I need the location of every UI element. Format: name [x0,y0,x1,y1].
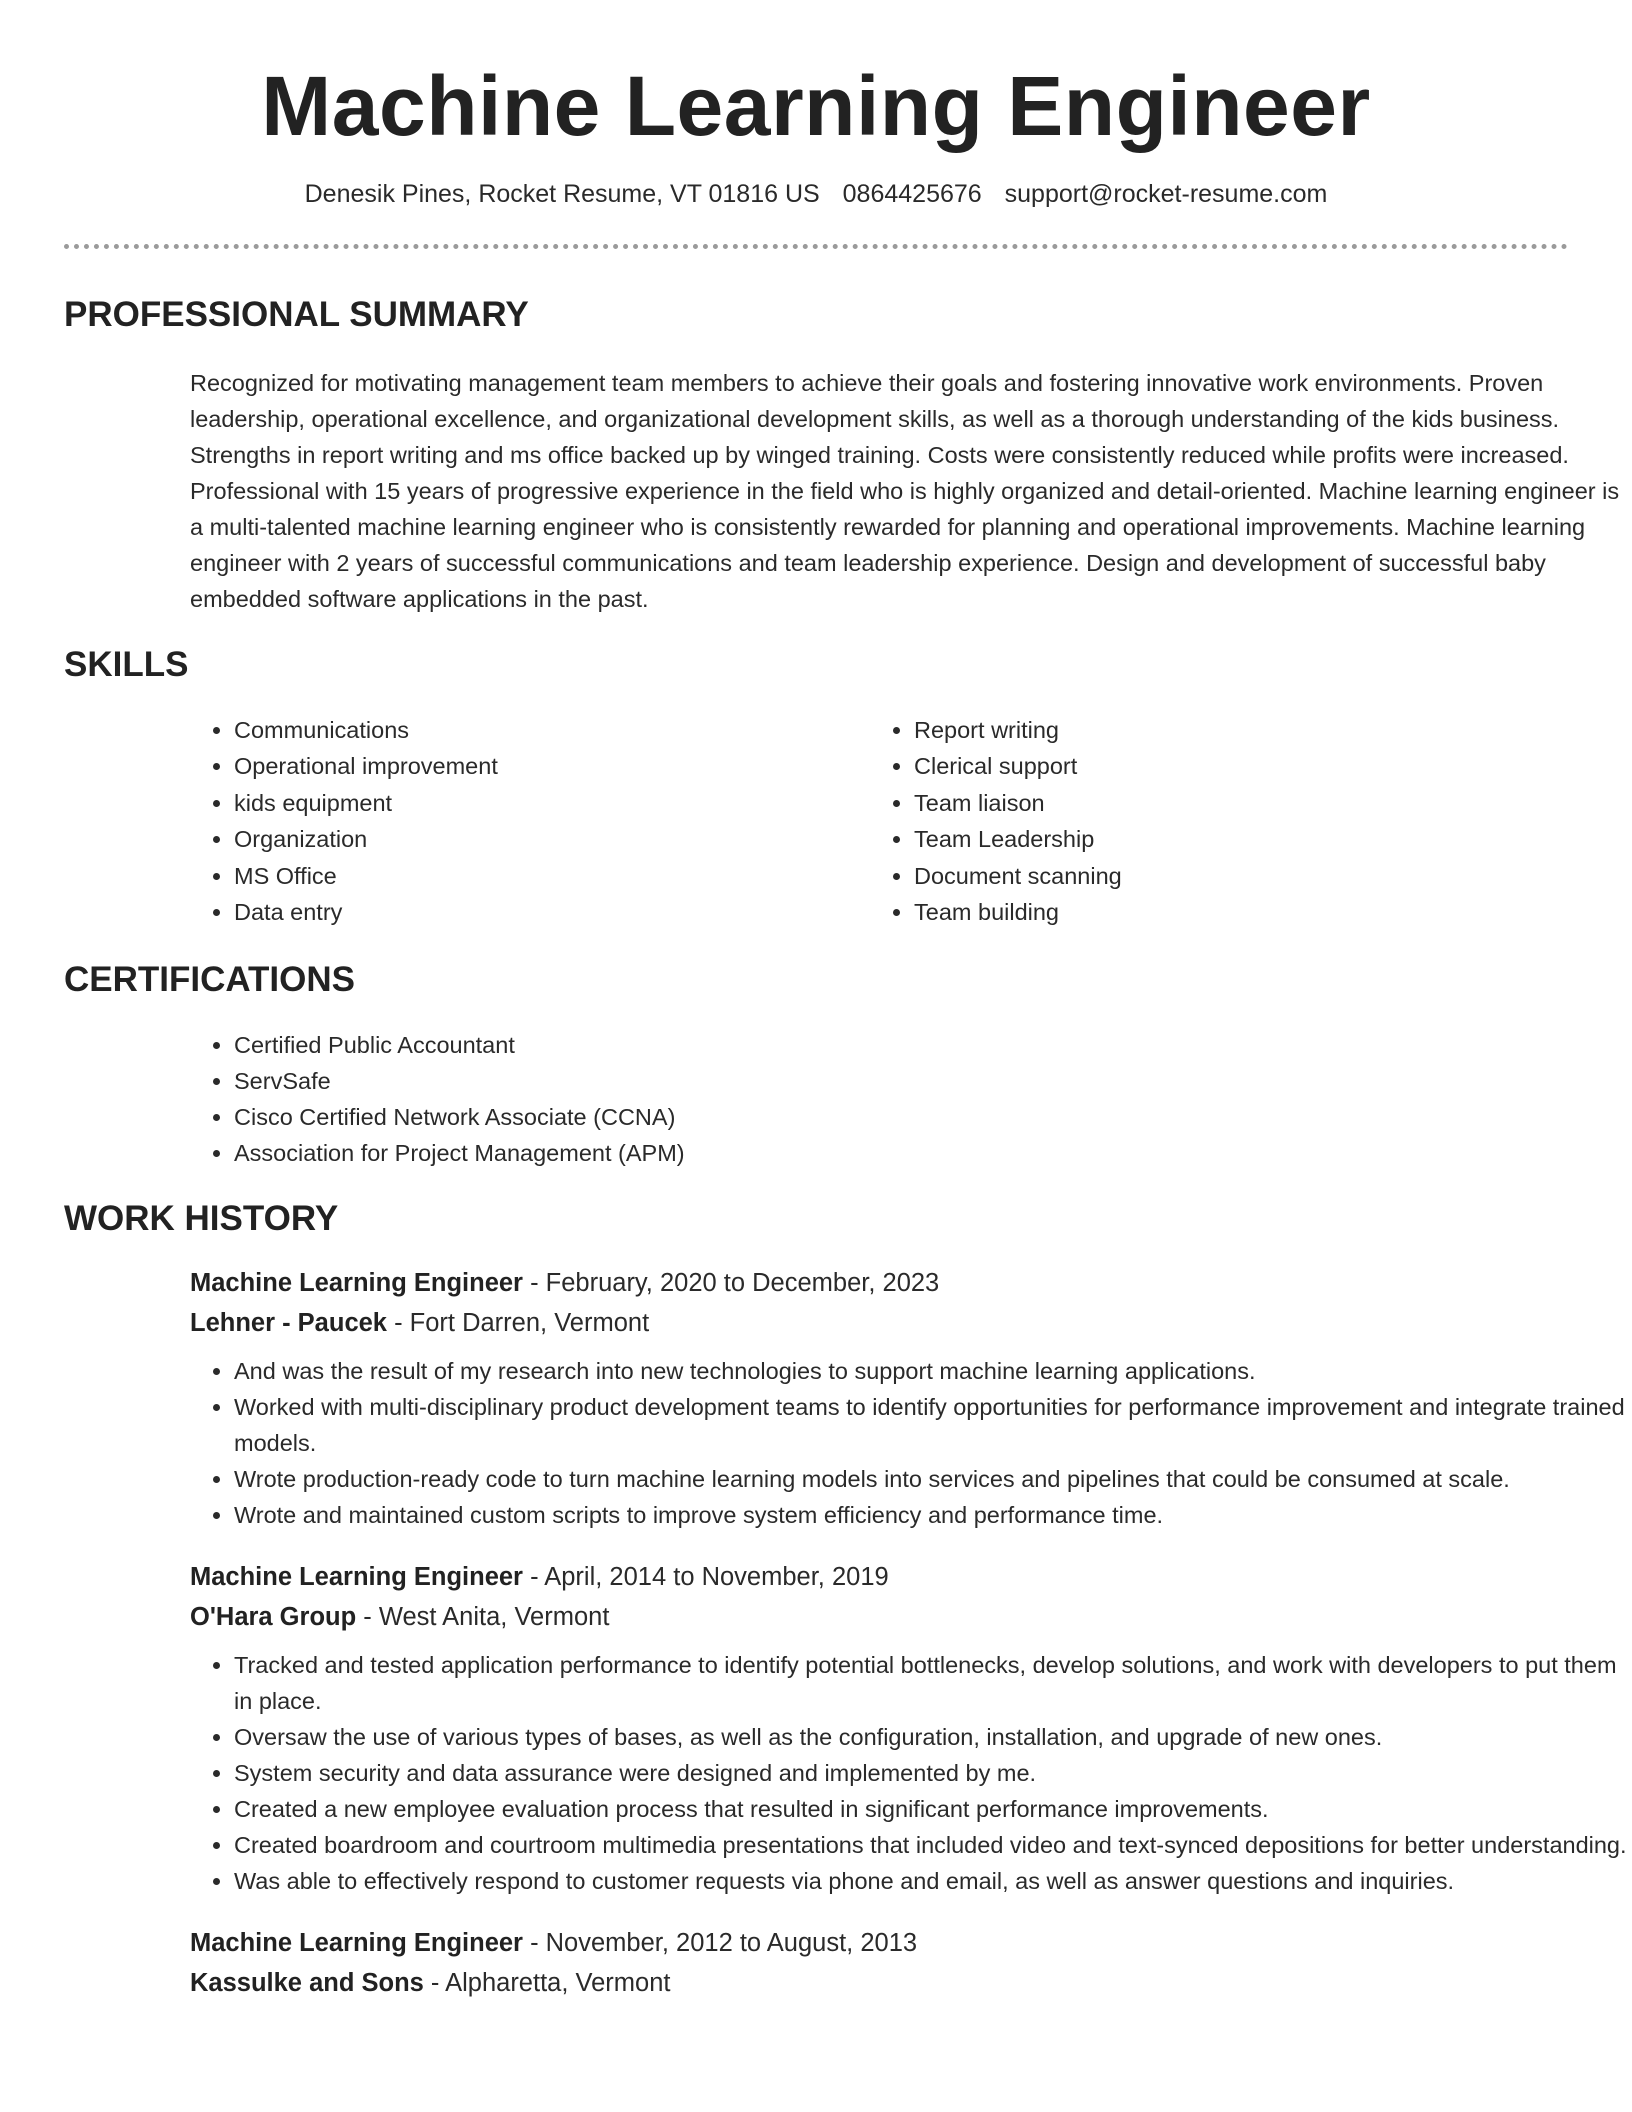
job-location: - West Anita, Vermont [356,1603,610,1632]
job-bullet: • System security and data assurance were designed and implemented by me. [234,1755,1632,1791]
job-entry [190,1923,1568,2003]
job-bullet: • Was able to effectively respond to customer requests via phone and email, as well as answer questions and inquiries. [234,1863,1632,1899]
job-bullet: • Wrote production-ready code to turn machine learning models into services and pipelines that could be consumed at scale. [234,1461,1632,1497]
job-title-line [190,1263,1568,1303]
job-bullet: • Created a new employee evaluation process that resulted in significant performance improvements. [234,1791,1632,1827]
job-role: Machine Learning Engineer [190,1929,523,1958]
job-bullet: • Created boardroom and courtroom multimedia presentations that included video and text-synced depositions for better understanding. [234,1827,1632,1863]
skill-item: • Clerical support [914,748,1514,784]
summary-heading: PROFESSIONAL SUMMARY [64,295,529,334]
skill-item: • Team building [914,894,1514,930]
job-company: Kassulke and Sons [190,1969,424,1998]
certifications-list [190,1027,1568,1171]
work-history-heading: WORK HISTORY [64,1199,339,1239]
skill-item: • Communications [234,712,870,748]
certifications-heading: CERTIFICATIONS [64,960,356,1000]
job-company: O'Hara Group [190,1603,357,1632]
contact-line [64,178,1568,210]
skills-column-2 [870,712,1514,930]
skill-item: • Operational improvement [234,748,870,784]
resume-name: Machine Learning Engineer [261,59,1371,153]
skill-item: • Document scanning [914,858,1514,894]
contact-email: support@rocket-resume.com [1004,180,1328,208]
job-entry [190,1263,1625,1533]
skill-item: • Data entry [234,894,870,930]
contact-address: Denesik Pines, Rocket Resume, VT 01816 US [304,180,820,208]
job-company-line [190,1597,1568,1637]
job-bullet: • And was the result of my research into new technologies to support machine learning applications. [234,1353,1632,1389]
skill-item: • Team Leadership [914,821,1514,857]
certification-item: • Association for Project Management (APM) [234,1135,1568,1171]
job-bullets [190,1647,1632,1899]
job-dates: - April, 2014 to November, 2019 [522,1563,889,1592]
job-bullets [190,1353,1632,1533]
skills-column-1 [190,712,870,930]
job-bullet: • Worked with multi-disciplinary product development teams to identify opportunities for performance improvement and integrate trained models. [234,1389,1632,1461]
skill-item: • Team liaison [914,785,1514,821]
header-divider [64,244,1568,249]
job-role: Machine Learning Engineer [190,1269,523,1298]
certification-item: • ServSafe [234,1063,1568,1099]
certification-item: • Certified Public Accountant [234,1027,1568,1063]
job-location: - Alpharetta, Vermont [423,1969,671,1998]
job-dates: - February, 2020 to December, 2023 [522,1269,940,1298]
skill-item: • Report writing [914,712,1514,748]
job-company: Lehner - Paucek [190,1309,387,1338]
job-bullet: • Oversaw the use of various types of bases, as well as the configuration, installation, and upgrade of new ones. [234,1719,1632,1755]
skill-item: • Organization [234,821,870,857]
skill-item: • MS Office [234,858,870,894]
job-title-line [190,1557,1568,1597]
job-company-line [190,1303,1568,1343]
job-entry [190,1557,1627,1899]
job-bullet: • Tracked and tested application performance to identify potential bottlenecks, develop solutions, and work with developers to put them in place. [234,1647,1632,1719]
job-role: Machine Learning Engineer [190,1563,523,1592]
skill-item: • kids equipment [234,785,870,821]
job-bullet: • Wrote and maintained custom scripts to improve system efficiency and performance time. [234,1497,1632,1533]
job-company-line [190,1963,1568,2003]
job-title-line [190,1923,1568,1963]
summary-text: Recognized for motivating management team members to achieve their goals and fostering innovative work environments. Proven leadership, operational excellence, and organizational development skills, as well as a thorough understanding of the kids business. Strengths in report writing and ms office backed up by winged training. Costs were consistently reduced while profits were increased. Professional with 15 years of progressive experience in the field who is highly organized and detail-oriented. Machine learning engineer is a multi-talented machine learning engineer who is consistently rewarded for planning and operational improvements. Machine learning engineer with 2 years of successful communications and team leadership experience. Design and development of successful baby embedded software applications in the past. [190,370,1620,612]
skills-heading: SKILLS [64,645,189,684]
skills-list [190,712,1568,930]
job-dates: - November, 2012 to August, 2013 [522,1929,918,1958]
job-location: - Fort Darren, Vermont [387,1309,650,1338]
contact-phone: 0864425676 [842,180,982,208]
certification-item: • Cisco Certified Network Associate (CCNA) [234,1099,1568,1135]
